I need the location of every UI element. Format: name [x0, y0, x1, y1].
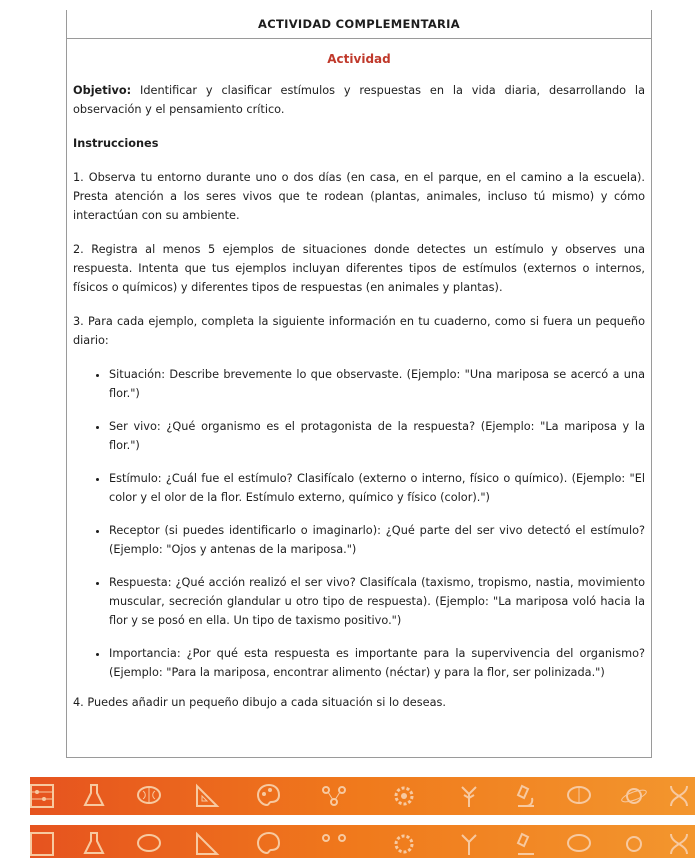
microscope-icon [512, 782, 540, 810]
abacus-icon-repeat [28, 830, 56, 858]
activity-sheet [66, 10, 652, 758]
list-item-ser-vivo: • Ser vivo: ¿Qué organismo es el protagonista de la respuesta? (Ejemplo: "La mariposa y la flor.") [109, 417, 645, 455]
decorative-band-bottom [30, 825, 695, 858]
brain-icon [135, 782, 163, 810]
flask-icon-repeat [80, 830, 108, 858]
microscope-icon-repeat [512, 830, 540, 858]
page-title: ACTIVIDAD COMPLEMENTARIA [67, 10, 651, 39]
abacus-icon [28, 782, 56, 810]
palette-icon-repeat [255, 830, 283, 858]
brain-icon-repeat-2 [565, 830, 593, 858]
objective-label: Objetivo: [73, 84, 132, 97]
step-1: 1. Observa tu entorno durante uno o dos días (en casa, en el parque, en el camino a la escuela). Presta atención a los seres vivos que te rodean (plantas, animales, incluso tú mismo) y cómo interactúan con su ambiente. [73, 171, 645, 222]
activity-subtitle: Actividad [327, 52, 391, 66]
molecule-icon [320, 782, 348, 810]
dna-icon [665, 782, 693, 810]
decorative-band-top [30, 777, 695, 815]
palette-icon [255, 782, 283, 810]
instructions-heading: Instrucciones [73, 137, 159, 150]
brain-icon-repeat [135, 830, 163, 858]
step-3: 3. Para cada ejemplo, completa la siguiente información en tu cuaderno, como si fuera un pequeño diario: [73, 315, 645, 347]
list-item-situacion: • Situación: Describe brevemente lo que observaste. (Ejemplo: "Una mariposa se acercó a una flor.") [109, 365, 645, 403]
list-item-importancia: • Importancia: ¿Por qué esta respuesta es importante para la supervivencia del organismo? (Ejemplo: "Para la mariposa, encontrar alimento (néctar) y para la flor, ser polinizada.") [109, 644, 645, 682]
activity-content [67, 39, 651, 712]
planet-icon [620, 782, 648, 810]
list-item-respuesta: • Respuesta: ¿Qué acción realizó el ser vivo? Clasifícala (taxismo, tropismo, nastia, movimiento muscular, secreción glandular u otro tipo de respuesta). (Ejemplo: "La mariposa voló hacia la flor y se posó en ella. Un tipo de taxismo positivo.") [109, 573, 645, 630]
planet-icon-repeat [620, 830, 648, 858]
list-item-estimulo: • Estímulo: ¿Cuál fue el estímulo? Clasifícalo (externo o interno, físico o químico). (Ejemplo: "El color y el olor de la flor. Estímulo externo, químico y físico (color).") [109, 469, 645, 507]
dna-icon-repeat [665, 830, 693, 858]
band-gap [30, 815, 695, 825]
brain-icon-2 [565, 782, 593, 810]
gear-head-icon [390, 782, 418, 810]
ruler-triangle-icon [193, 782, 221, 810]
ruler-triangle-icon-repeat [193, 830, 221, 858]
tree-icon [455, 782, 483, 810]
step-4: 4. Puedes añadir un pequeño dibujo a cada situación si lo deseas. [73, 696, 446, 709]
objective-text: Identificar y clasificar estímulos y respuestas en la vida diaria, desarrollando la observación y el pensamiento crítico. [73, 84, 645, 116]
step-2: 2. Registra al menos 5 ejemplos de situaciones donde detectes un estímulo y observes una respuesta. Intenta que tus ejemplos incluyan diferentes tipos de estímulos (externos o internos, físicos o químicos) y diferentes tipos de respuestas (en animales y plantas). [73, 243, 645, 294]
molecule-icon-repeat [320, 830, 348, 858]
diary-fields-list [73, 365, 645, 682]
objective-paragraph [73, 81, 645, 119]
list-item-receptor: • Receptor (si puedes identificarlo o imaginarlo): ¿Qué parte del ser vivo detectó el estímulo? (Ejemplo: "Ojos y antenas de la mariposa.") [109, 521, 645, 559]
flask-icon [80, 782, 108, 810]
gear-head-icon-repeat [390, 830, 418, 858]
tree-icon-repeat [455, 830, 483, 858]
